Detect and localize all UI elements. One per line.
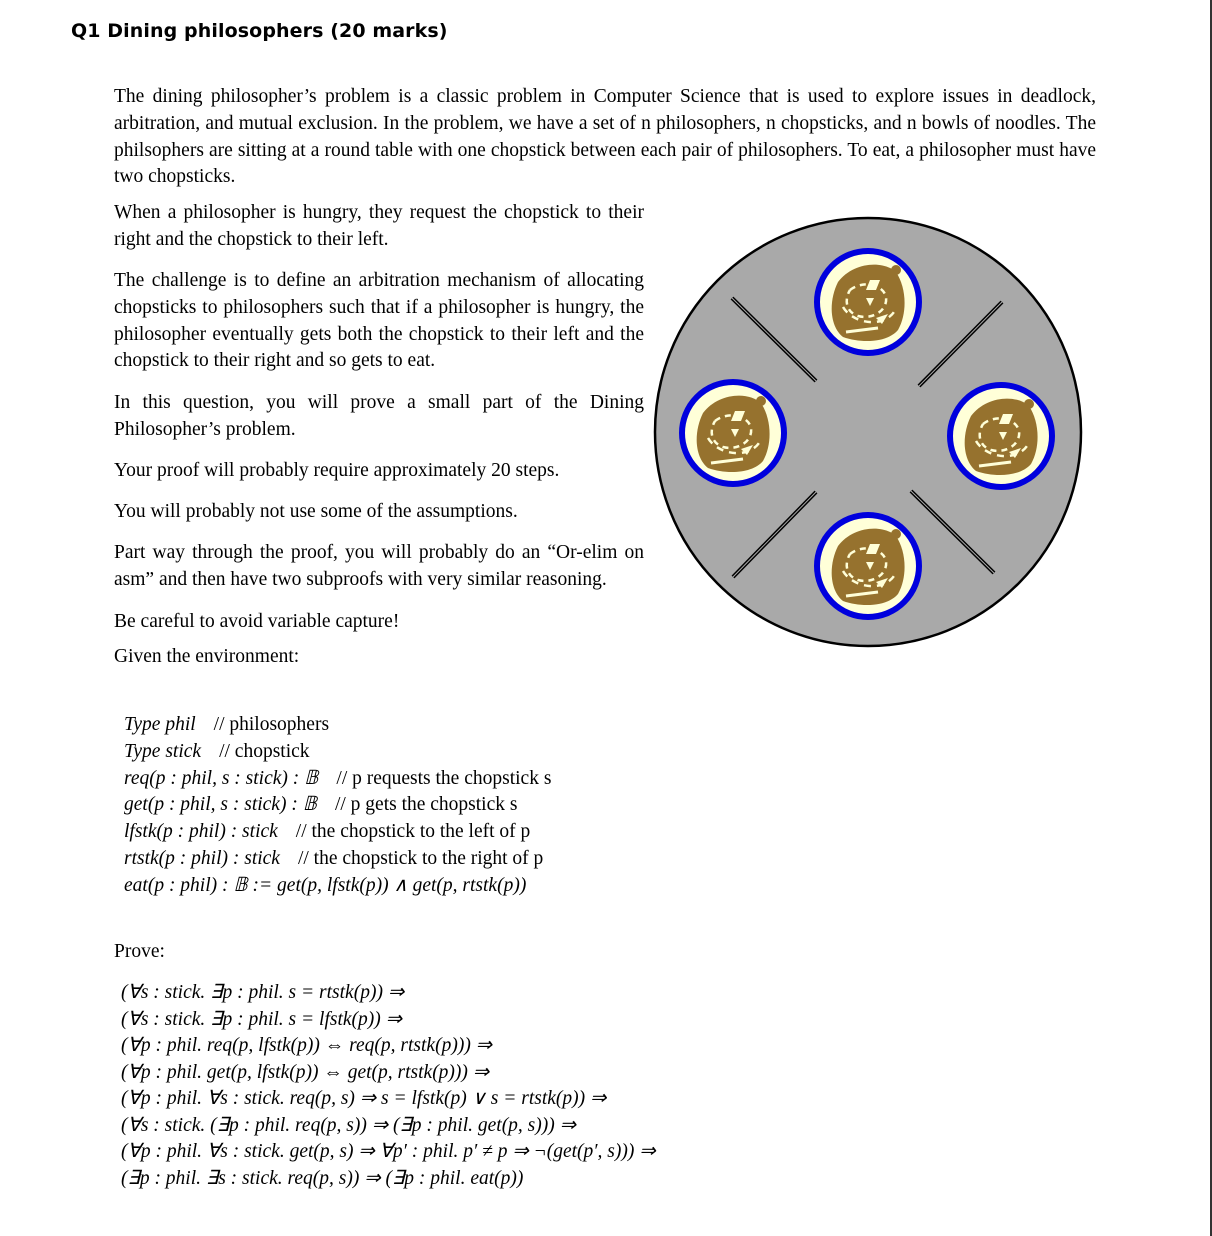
question-heading: Q1 Dining philosophers (20 marks) [71,20,448,42]
bowl-bottom [817,515,919,617]
env-decl: eat(p : phil) : 𝔹 := get(p, lfstk(p)) ∧ get(p, rtstk(p)) [124,874,527,896]
env-decl: Type stick [124,740,202,762]
env-comment: // p gets the chopstick s [334,794,518,816]
env-line [124,846,551,873]
env-line [124,792,551,819]
bowl-left [682,382,784,484]
environment-block [124,712,551,900]
table-illustration [652,214,1084,650]
paragraph-question-scope: In this question, you will prove a small part of the Dining Philosopher’s problem. [114,391,644,440]
env-line [124,819,551,846]
env-line [124,873,551,900]
formula-line: (∀p : phil. get(p, lfstk(p)) ⇔ get(p, rtstk(p))) ⇒ [121,1061,490,1083]
bowl-right [950,385,1052,487]
env-comment: // the chopstick to the left of p [295,821,531,843]
env-decl: Type phil [124,714,196,735]
formula-block [121,980,656,1192]
paragraph-hungry: When a philosopher is hungry, they request the chopstick to their right and the chopstick to their left. [114,202,644,250]
env-line [124,739,551,766]
formula-line: (∀s : stick. ∃p : phil. s = rtstk(p)) ⇒ [121,982,405,1003]
left-column [114,200,644,686]
prove-label: Prove: [114,941,165,962]
env-comment: // the chopstick to the right of p [297,847,544,869]
env-decl: lfstk(p : phil) : stick [124,821,278,843]
env-decl: get(p : phil, s : stick) : 𝔹 [124,794,317,816]
formula-line: (∀p : phil. ∀s : stick. get(p, s) ⇒ ∀p′ : phil. p′ ≠ p ⇒ ¬(get(p′, s))) ⇒ [121,1141,656,1162]
formula-line: (∃p : phil. ∃s : stick. req(p, s)) ⇒ (∃p : phil. eat(p)) [121,1167,524,1189]
paragraph-variable-capture: Be careful to avoid variable capture! [114,610,400,632]
paragraph-or-elim: Part way through the proof, you will probably do an “Or-elim on asm” and then have two subproofs with very similar reasoning. [114,542,644,591]
formula-line: (∀p : phil. req(p, lfstk(p)) ⇔ req(p, rtstk(p))) ⇒ [121,1035,493,1056]
env-decl: req(p : phil, s : stick) : 𝔹 [124,767,319,789]
dining-table-figure [652,214,1084,650]
paragraph-assumptions: You will probably not use some of the assumptions. [114,501,518,523]
formula-line: (∀p : phil. ∀s : stick. req(p, s) ⇒ s = lfstk(p) ∨ s = rtstk(p)) ⇒ [121,1088,607,1109]
env-comment: // philosophers [213,714,330,735]
paragraph-challenge: The challenge is to define an arbitration mechanism of allocating chopsticks to philosophers such that if a philosopher is hungry, the philosopher eventually gets both the chopstick to their left and the chopstick to their right and so gets to eat. [114,270,644,372]
paragraph-given-environment: Given the environment: [114,646,300,668]
env-line [124,766,551,793]
env-comment: // chopstick [219,740,310,762]
formula-line: (∀s : stick. (∃p : phil. req(p, s)) ⇒ (∃p : phil. get(p, s))) ⇒ [121,1114,576,1136]
intro-paragraph: The dining philosopher’s problem is a classic problem in Computer Science that is used to explore issues in deadlock, arbitration, and mutual exclusion. In the problem, we have a set of n philosophers, n chopsticks, and n bowls of noodles. The philsophers are sitting at a round table with one chopstick between each pair of philosophers. To eat, a philosopher must have two chopsticks. [114,86,1096,188]
env-line [124,712,551,739]
env-comment: // p requests the chopstick s [336,767,552,789]
bowl-top [817,251,919,353]
paragraph-steps: Your proof will probably require approximately 20 steps. [114,459,560,481]
env-decl: rtstk(p : phil) : stick [124,847,280,869]
formula-line: (∀s : stick. ∃p : phil. s = lfstk(p)) ⇒ [121,1008,402,1030]
